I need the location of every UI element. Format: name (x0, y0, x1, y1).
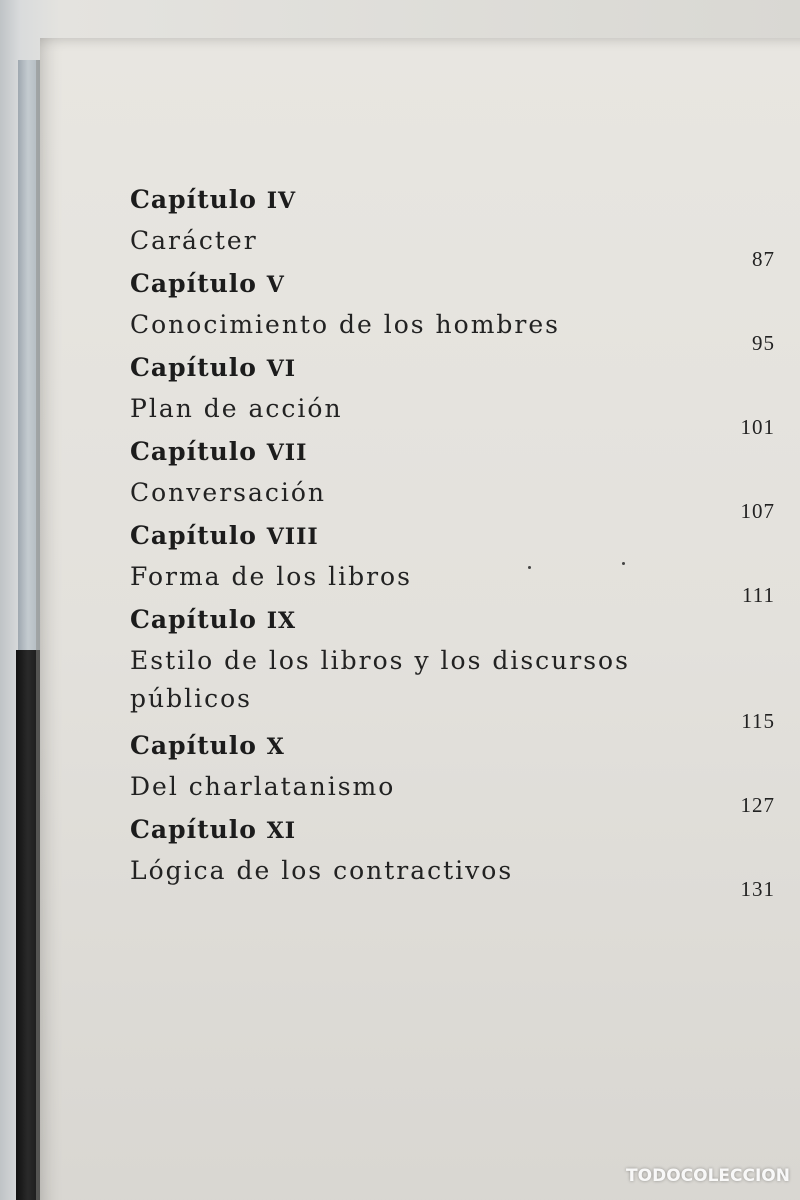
toc-entry (130, 602, 775, 733)
chapter-heading (130, 434, 775, 474)
page-number: 87 (752, 247, 775, 271)
page-number: 127 (740, 793, 775, 817)
chapter-heading (130, 812, 775, 852)
chapter-title-row (130, 222, 775, 271)
chapter-title: Del charlatanismo (130, 772, 396, 801)
chapter-title: Forma de los libros (130, 562, 412, 591)
toc-entry (130, 350, 775, 439)
chapter-title-row (130, 768, 775, 817)
chapter-number: X (266, 734, 285, 760)
chapter-heading (130, 518, 775, 558)
chapter-title-row (130, 390, 775, 439)
chapter-number: IX (266, 608, 297, 634)
toc-entry (130, 182, 775, 271)
chapter-title: Estilo de los libros y los discursos públicos (130, 646, 630, 713)
page-number: 115 (741, 709, 775, 733)
chapter-title-row (130, 306, 775, 355)
chapter-heading (130, 266, 775, 306)
toc-entry (130, 728, 775, 817)
chapter-number: VI (266, 356, 297, 382)
chapter-word: Capítulo (130, 437, 257, 466)
table-of-contents (130, 182, 775, 901)
chapter-title-row (130, 642, 775, 733)
page-number: 107 (740, 499, 775, 523)
chapter-title: Lógica de los contractivos (130, 856, 514, 885)
chapter-word: Capítulo (130, 185, 257, 214)
chapter-title: Plan de acción (130, 394, 343, 423)
chapter-word: Capítulo (130, 353, 257, 382)
page-number: 101 (740, 415, 775, 439)
page-number: 95 (752, 331, 775, 355)
page-number: 111 (742, 583, 775, 607)
toc-entry (130, 266, 775, 355)
chapter-title-row (130, 558, 775, 607)
chapter-word: Capítulo (130, 269, 257, 298)
toc-entry (130, 518, 775, 607)
chapter-title-row (130, 474, 775, 523)
chapter-number: VIII (266, 524, 319, 550)
chapter-title: Conocimiento de los hombres (130, 310, 560, 339)
chapter-number: V (266, 272, 285, 298)
toc-entry (130, 812, 775, 901)
chapter-word: Capítulo (130, 731, 257, 760)
toc-entry (130, 434, 775, 523)
chapter-heading (130, 602, 775, 642)
chapter-title-row (130, 852, 775, 901)
chapter-word: Capítulo (130, 521, 257, 550)
chapter-title: Conversación (130, 478, 327, 507)
chapter-word: Capítulo (130, 605, 257, 634)
chapter-number: XI (266, 818, 297, 844)
chapter-number: IV (266, 188, 297, 214)
page-number: 131 (740, 877, 775, 901)
chapter-number: VII (266, 440, 308, 466)
chapter-title: Carácter (130, 226, 258, 255)
chapter-heading (130, 350, 775, 390)
chapter-word: Capítulo (130, 815, 257, 844)
chapter-heading (130, 728, 775, 768)
chapter-heading (130, 182, 775, 222)
watermark-text: TODOCOLECCION (626, 1166, 790, 1186)
